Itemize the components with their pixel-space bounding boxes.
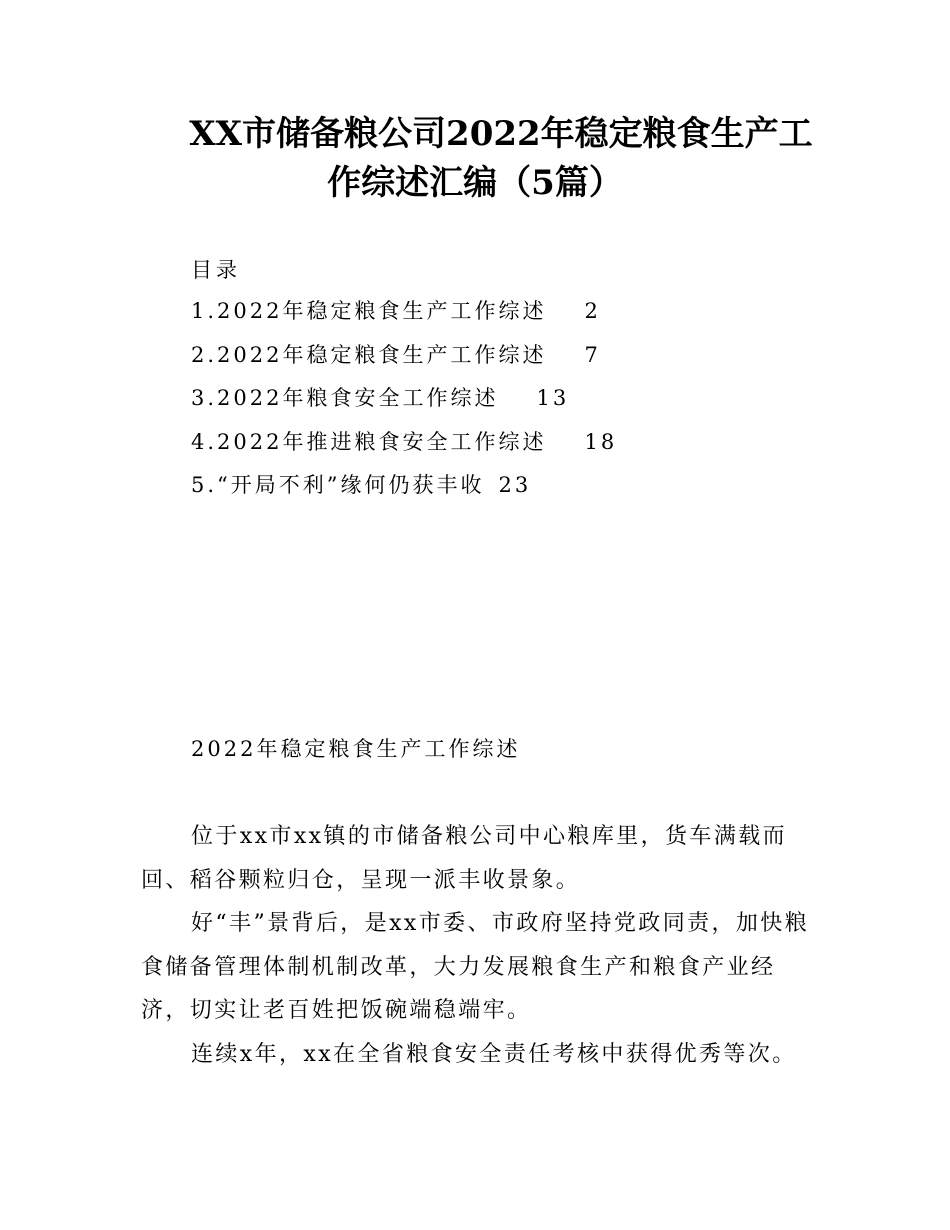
toc-item-label: 3.2022年粮食安全工作综述 [191,386,499,410]
toc-item [191,383,617,427]
article-paragraph: 位于xx市xx镇的市储备粮公司中心粮库里，货车满载而回、稻谷颗粒归仓，呈现一派丰收景象。 [141,824,788,893]
toc-item-label: 2.2022年稳定粮食生产工作综述 [191,342,547,367]
toc-item-page: 23 [498,473,532,497]
toc-item-label: 1.2022年稳定粮食生产工作综述 [191,299,547,323]
toc-item-page: 18 [584,429,618,454]
article-body [141,815,811,1076]
toc-item-page: 2 [584,299,601,323]
article-paragraph: 好“丰”景背后，是xx市委、市政府坚持党政同责，加快粮食储备管理体制机制改革，大力发展粮食生产和粮食产业经济，切实让老百姓把饭碗端稳端牢。 [141,911,810,1023]
toc-item [191,296,617,340]
toc-item-page: 7 [584,342,601,367]
toc-item-label: 4.2022年推进粮食安全工作综述 [191,429,547,454]
document-title-line-2: 作综述汇编（5篇） [327,163,623,203]
article-paragraph: 连续x年，xx在全省粮食安全责任考核中获得优秀等次。 [191,1041,797,1067]
document-title-line-1: XX市储备粮公司2022年稳定粮食生产工 [189,114,813,154]
toc-item [191,340,617,384]
article-title: 2022年稳定粮食生产工作综述 [191,737,521,761]
toc-item [191,470,617,514]
toc-item [191,427,617,471]
toc-heading: 目录 [191,258,241,282]
toc-item-label: 5.“开局不利”缘何仍获丰收 [191,473,485,497]
table-of-contents [191,296,617,514]
toc-item-page: 13 [536,386,570,410]
